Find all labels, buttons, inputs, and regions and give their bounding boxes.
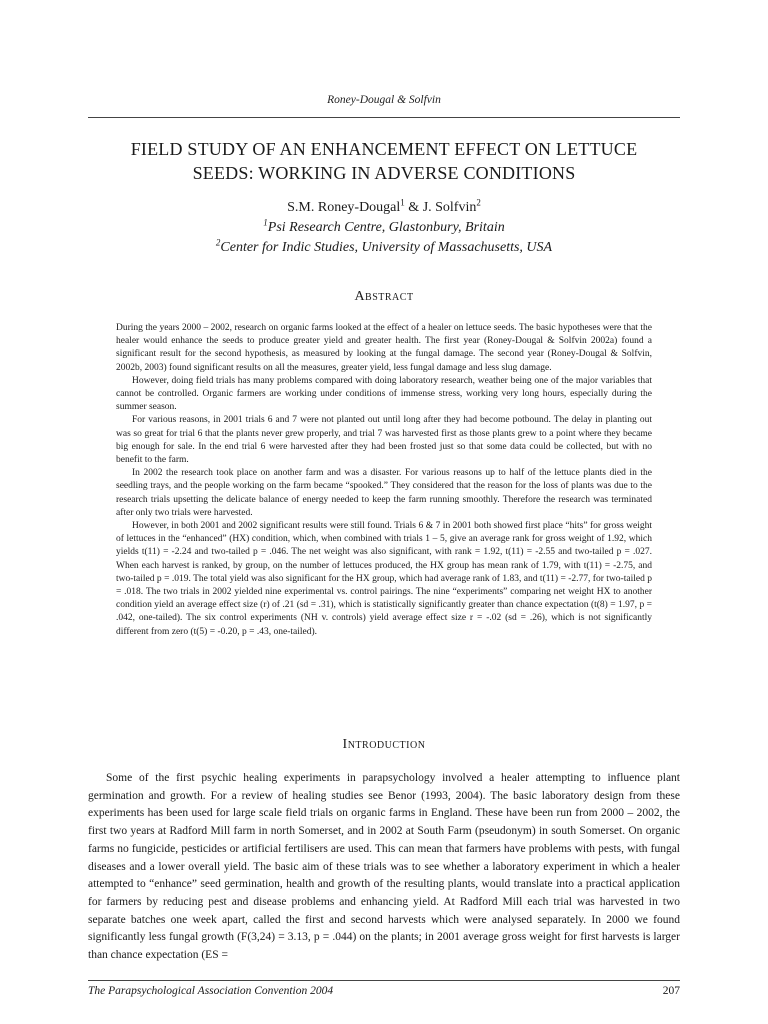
affiliation-1-sup: 1 [263, 217, 268, 228]
abstract-heading: Abstract [354, 289, 414, 304]
author-separator: & [404, 200, 423, 215]
abstract-paragraph: For various reasons, in 2001 trials 6 and 7 were not planted out until long after they had become potbound. The delay in planting out was so great for trial 6 that the plants never grew properly, and trial 7 was harvested first as those plants grew to a point where they became big enough for sale. In the end trial 6 were harvested after they had been frosted just so that some data could be collected, but with no benefit to the farm. [116, 415, 652, 466]
introduction-heading: Introduction [342, 737, 426, 752]
page-footer [88, 985, 680, 997]
author-1-name: S.M. Roney-Dougal [287, 200, 401, 215]
page-number: 207 [662, 985, 680, 997]
body-paragraph: Some of the first psychic healing experiments in parapsychology involved a healer attempting to influence plant germination and growth. For a review of healing studies see Benor (1993, 2004). The basic laboratory design from these experiments has been used for large scale field trials on organic farms in England. These have been run from 2000 – 2002, the first two years at Radford Mill farm in north Somerset, and in 2002 at South Farm (pseudonym) in south Somerset. On organic farms no fungicide, pesticides or artificial fertilisers are used. This can mean that farmers have problems with pests, with fungal diseases and a lower overall yield. The basic aim of these trials was to see whether a laboratory experiment in which a healer attempted to “enhance” seed germination, health and growth of the resulting plants, would translate into a practical application for farmers by reducing pest and disease problems and enhancing yield. At Radford Mill each trial was harvested in two separate batches one week apart, called the first and second harvests which were analysed separately. In 2000 we found significantly less fungal growth (F(3,24) = 3.13, p = .044) on the plants; in 2001 average gross weight for first harvests is larger than chance expectation (ES = [88, 772, 680, 962]
author-1-sup: 1 [400, 197, 405, 208]
header-rule [88, 117, 680, 118]
abstract-paragraph: During the years 2000 – 2002, research on organic farms looked at the effect of a healer on lettuce seeds. The basic hypotheses were that the healer would enhance the seeds to produce greater yield and greater health. The first year (Roney-Dougal & Solfvin 2002a) found a significant result for the second hypothesis, as measured by looking at the fungal damage. The second year (Roney-Dougal & Solfvin, 2002b, 2003) found significant results on all the measures, greater yield, less fungal damage and less slug damage. [116, 323, 652, 373]
running-header: Roney-Dougal & Solfvin [327, 94, 441, 106]
affiliation-2-text: Center for Indic Studies, University of Massachusetts, USA [220, 240, 553, 255]
affiliation-1-text: Psi Research Centre, Glastonbury, Britain [267, 220, 505, 235]
author-2-sup: 2 [476, 197, 481, 208]
abstract-text [116, 322, 652, 639]
affiliation-2 [88, 238, 680, 258]
abstract-paragraph: However, in both 2001 and 2002 significant results were still found. Trials 6 & 7 in 2001 both showed first place “hits” for gross weight of lettuces in the “enhanced” (HX) condition, which, when combined with trials 1 – 5, give an average rank for gross weight of 1.92, which yields t(11) = -2.24 and two-tailed p = .046. The net weight was also significant, with rank = 1.92, t(11) = -2.55 and two-tailed p = .027. When each harvest is ranked, by group, on the number of lettuces produced, the HX group has mean rank of 1.79, with t(11) = -2.75, and two-tailed p = .019. The total yield was also significant for the HX group, which had average rank of 1.83, and t(11) = -2.77, for two-tailed p = .018. The two trials in 2002 yielded nine experimental vs. control pairings. The nine “experiments” comparing net weight HX to another condition yield an average effect size (r) of .21 (sd = .31), which is statistically significantly greater than chance expectation (t(8) = 1.97, p = .042, one-tailed). The six control experiments (NH v. controls) yield average effect size r = -.02 (sd = .26), which is not significantly different from zero (t(5) = -0.20, p = .43, one-tailed). [116, 521, 652, 637]
abstract-paragraph: However, doing field trials has many problems compared with doing laboratory research, weather being one of the major variables that cannot be controlled. Organic farmers are working under conditions of immense stress, working very long hours, especially during the summer season. [116, 375, 652, 413]
affiliation-2-sup: 2 [215, 237, 221, 248]
abstract-paragraph: In 2002 the research took place on another farm and was a disaster. For various reasons up to half of the lettuce plants died in the seedling trays, and the people working on the farm became “spooked.” They considered that the reason for the loss of plants was due to the research trials upsetting the delicate balance of energy needed to keep the farm running smoothly. Therefore the research was terminated after only two trials were harvested. [116, 468, 652, 518]
footer-conference: The Parapsychological Association Convention 2004 [88, 985, 334, 997]
affiliation-1 [88, 218, 680, 238]
title-line-1: FIELD STUDY OF AN ENHANCEMENT EFFECT ON LETTUCE [130, 139, 638, 159]
author-line [287, 197, 481, 215]
footer-rule [88, 980, 680, 981]
author-2-name: J. Solfvin [422, 200, 477, 215]
title-line-2: SEEDS: WORKING IN ADVERSE CONDITIONS [192, 163, 576, 183]
introduction-text [88, 770, 680, 965]
paper-title [88, 137, 680, 185]
author-block [88, 198, 680, 258]
